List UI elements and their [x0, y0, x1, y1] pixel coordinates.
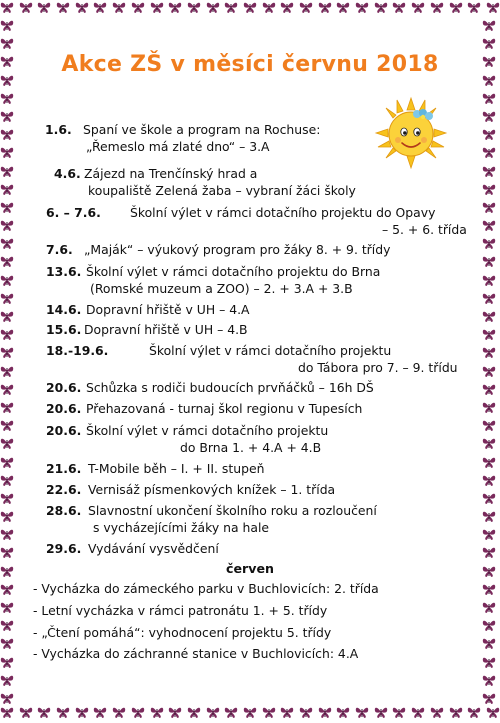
- butterfly-icon: [449, 0, 463, 14]
- butterfly-icon: [0, 0, 14, 14]
- event-date: 14.6.: [46, 302, 82, 317]
- butterfly-icon: [0, 18, 14, 32]
- event-item: [46, 244, 390, 256]
- butterfly-icon: [0, 218, 14, 232]
- event-text: Dopravní hřiště v UH – 4.A: [86, 302, 250, 317]
- butterfly-icon: [206, 705, 220, 719]
- butterfly-icon: [112, 705, 126, 719]
- butterfly-icon: [0, 364, 14, 378]
- butterfly-icon: [411, 705, 425, 719]
- june-section-heading: červen: [226, 561, 274, 576]
- butterfly-icon: [482, 582, 496, 596]
- butterfly-icon: [392, 705, 406, 719]
- butterfly-icon: [206, 0, 220, 14]
- butterfly-icon: [0, 455, 14, 469]
- event-text: „Maják“ – výukový program pro žáky 8. + 9. třídy: [84, 242, 391, 257]
- event-text-continued: – 5. + 6. třída: [382, 222, 467, 237]
- butterfly-icon: [449, 705, 463, 719]
- butterfly-icon: [374, 705, 388, 719]
- butterfly-icon: [0, 618, 14, 632]
- event-text: Vydávání vysvědčení: [88, 541, 219, 556]
- event-text-continued: „Řemeslo má zlaté dno“ – 3.A: [86, 139, 270, 154]
- butterfly-icon: [75, 0, 89, 14]
- butterfly-icon: [482, 618, 496, 632]
- june-list-item: - Vycházka do zámeckého parku v Buchlovicích: 2. třída: [33, 581, 379, 596]
- june-list-item: - Vycházka do záchranné stanice v Buchlovicích: 4.A: [33, 646, 359, 661]
- butterfly-icon: [93, 0, 107, 14]
- event-date: 15.6.: [46, 322, 82, 337]
- butterfly-icon: [0, 164, 14, 178]
- butterfly-icon: [482, 218, 496, 232]
- event-text-continued: koupaliště Zelená žaba – vybraní žáci školy: [88, 183, 356, 198]
- event-date: 22.6.: [46, 482, 82, 497]
- butterfly-icon: [0, 600, 14, 614]
- butterfly-icon: [0, 509, 14, 523]
- butterfly-icon: [482, 127, 496, 141]
- event-text: Školní výlet v rámci dotačního projektu: [149, 343, 392, 358]
- butterfly-icon: [0, 254, 14, 268]
- event-date: 28.6.: [46, 503, 82, 518]
- butterfly-icon: [224, 0, 238, 14]
- butterfly-icon: [280, 0, 294, 14]
- event-date: 20.6.: [46, 423, 82, 438]
- event-text-continued: (Romské muzeum a ZOO) – 2. + 3.A + 3.B: [90, 281, 353, 296]
- butterfly-icon: [56, 0, 70, 14]
- butterfly-icon: [262, 705, 276, 719]
- butterfly-icon: [482, 364, 496, 378]
- butterfly-icon: [482, 345, 496, 359]
- event-date: 1.6.: [45, 122, 72, 137]
- butterfly-icon: [482, 291, 496, 305]
- butterfly-icon: [168, 705, 182, 719]
- event-date: 29.6.: [46, 541, 82, 556]
- butterfly-icon: [482, 545, 496, 559]
- butterfly-icon: [0, 327, 14, 341]
- june-list-item: - Letní vycházka v rámci patronátu 1. + 5. třídy: [33, 603, 328, 618]
- butterfly-icon: [482, 418, 496, 432]
- butterfly-icon: [0, 491, 14, 505]
- butterfly-icon: [486, 705, 500, 719]
- event-date: 6. – 7.6.: [46, 205, 101, 220]
- butterfly-icon: [0, 400, 14, 414]
- event-date: 20.6.: [46, 401, 82, 416]
- butterfly-icon: [482, 18, 496, 32]
- butterfly-icon: [112, 0, 126, 14]
- butterfly-icon: [482, 527, 496, 541]
- event-item: [46, 382, 374, 394]
- butterfly-icon: [0, 273, 14, 287]
- event-date: 18.-19.6.: [46, 343, 109, 358]
- butterfly-icon: [0, 145, 14, 159]
- butterfly-icon: [37, 0, 51, 14]
- butterfly-icon: [318, 705, 332, 719]
- butterfly-icon: [318, 0, 332, 14]
- butterfly-icon: [0, 182, 14, 196]
- event-item: [46, 425, 328, 437]
- butterfly-icon: [0, 127, 14, 141]
- butterfly-icon: [355, 0, 369, 14]
- butterfly-icon: [0, 691, 14, 705]
- butterfly-icon: [430, 705, 444, 719]
- butterfly-icon: [0, 36, 14, 50]
- butterfly-icon: [0, 655, 14, 669]
- butterfly-icon: [482, 273, 496, 287]
- butterfly-icon: [482, 182, 496, 196]
- butterfly-icon: [482, 473, 496, 487]
- event-item: [46, 345, 391, 357]
- june-list-item: - „Čtení pomáhá“: vyhodnocení projektu 5. třídy: [33, 625, 332, 640]
- butterfly-icon: [0, 418, 14, 432]
- butterfly-icon: [0, 636, 14, 650]
- event-text: Přehazovaná - turnaj škol regionu v Tupesích: [86, 401, 363, 416]
- event-item: [46, 207, 435, 219]
- butterfly-icon: [56, 705, 70, 719]
- butterfly-icon: [93, 705, 107, 719]
- butterfly-icon: [336, 705, 350, 719]
- event-date: 21.6.: [46, 461, 82, 476]
- event-text: Zájezd na Trenčínský hrad a: [84, 166, 258, 181]
- event-date: 20.6.: [46, 380, 82, 395]
- butterfly-icon: [187, 0, 201, 14]
- event-item: [46, 463, 264, 475]
- butterfly-icon: [392, 0, 406, 14]
- butterfly-icon: [0, 291, 14, 305]
- butterfly-icon: [482, 436, 496, 450]
- event-text: Vernisáž písmenkových knížek – 1. třída: [88, 482, 336, 497]
- butterfly-icon: [19, 705, 33, 719]
- event-text-continued: do Brna 1. + 4.A + 4.B: [180, 440, 322, 455]
- butterfly-border-top: [0, 0, 500, 18]
- butterfly-icon: [0, 436, 14, 450]
- butterfly-icon: [482, 509, 496, 523]
- butterfly-icon: [336, 0, 350, 14]
- butterfly-icon: [486, 0, 500, 14]
- butterfly-icon: [482, 400, 496, 414]
- butterfly-icon: [187, 705, 201, 719]
- page-title: Akce ZŠ v měsíci červnu 2018: [61, 52, 439, 77]
- event-item: [46, 324, 248, 336]
- butterfly-icon: [150, 0, 164, 14]
- butterfly-icon: [37, 705, 51, 719]
- butterfly-icon: [411, 0, 425, 14]
- butterfly-icon: [0, 673, 14, 687]
- butterfly-icon: [0, 582, 14, 596]
- event-text: Školní výlet v rámci dotačního projektu do Brna: [86, 264, 381, 279]
- butterfly-icon: [482, 382, 496, 396]
- event-date: 7.6.: [46, 242, 73, 257]
- butterfly-icon: [262, 0, 276, 14]
- butterfly-icon: [150, 705, 164, 719]
- butterfly-border-left: [0, 18, 18, 705]
- butterfly-icon: [482, 491, 496, 505]
- butterfly-icon: [355, 705, 369, 719]
- butterfly-icon: [168, 0, 182, 14]
- butterfly-icon: [75, 705, 89, 719]
- event-text: Spaní ve škole a program na Rochuse:: [83, 122, 321, 137]
- butterfly-icon: [430, 0, 444, 14]
- butterfly-icon: [482, 327, 496, 341]
- event-text: T-Mobile běh – I. + II. stupeň: [88, 461, 265, 476]
- event-text: Dopravní hřiště v UH – 4.B: [84, 322, 248, 337]
- event-text: Slavnostní ukončení školního roku a rozloučení: [88, 503, 377, 518]
- butterfly-icon: [482, 236, 496, 250]
- butterfly-icon: [482, 636, 496, 650]
- sun-icon: [374, 96, 448, 170]
- butterfly-icon: [467, 705, 481, 719]
- butterfly-border-right: [482, 18, 500, 705]
- butterfly-icon: [19, 0, 33, 14]
- event-text-continued: s vycházejícími žáky na hale: [93, 520, 270, 535]
- butterfly-icon: [482, 91, 496, 105]
- butterfly-icon: [243, 0, 257, 14]
- butterfly-icon: [482, 673, 496, 687]
- butterfly-border-bottom: [0, 705, 500, 723]
- butterfly-icon: [243, 705, 257, 719]
- butterfly-icon: [467, 0, 481, 14]
- butterfly-icon: [0, 200, 14, 214]
- butterfly-icon: [0, 473, 14, 487]
- butterfly-icon: [482, 109, 496, 123]
- butterfly-icon: [482, 200, 496, 214]
- butterfly-icon: [0, 705, 14, 719]
- event-text-continued: do Tábora pro 7. – 9. třídu: [298, 360, 458, 375]
- butterfly-icon: [0, 109, 14, 123]
- butterfly-icon: [482, 655, 496, 669]
- butterfly-icon: [131, 705, 145, 719]
- butterfly-icon: [482, 164, 496, 178]
- butterfly-icon: [0, 91, 14, 105]
- event-item: [46, 505, 377, 517]
- event-item: [46, 543, 219, 555]
- butterfly-icon: [482, 691, 496, 705]
- butterfly-icon: [224, 705, 238, 719]
- butterfly-icon: [482, 455, 496, 469]
- butterfly-icon: [374, 0, 388, 14]
- event-text: Školní výlet v rámci dotačního projektu: [86, 423, 329, 438]
- butterfly-icon: [0, 527, 14, 541]
- event-item: [54, 168, 257, 180]
- butterfly-icon: [482, 600, 496, 614]
- butterfly-icon: [299, 705, 313, 719]
- event-item: [45, 124, 320, 136]
- butterfly-icon: [299, 0, 313, 14]
- butterfly-icon: [0, 345, 14, 359]
- butterfly-icon: [482, 36, 496, 50]
- event-item: [46, 403, 362, 415]
- event-text: Schůzka s rodiči budoucích prvňáčků – 16h DŠ: [86, 380, 374, 395]
- event-date: 4.6.: [54, 166, 81, 181]
- event-item: [46, 304, 250, 316]
- butterfly-icon: [482, 309, 496, 323]
- event-item: [46, 484, 335, 496]
- event-date: 13.6.: [46, 264, 82, 279]
- event-item: [46, 266, 380, 278]
- butterfly-icon: [0, 545, 14, 559]
- butterfly-icon: [280, 705, 294, 719]
- butterfly-icon: [0, 309, 14, 323]
- butterfly-icon: [482, 145, 496, 159]
- event-text: Školní výlet v rámci dotačního projektu do Opavy: [130, 205, 436, 220]
- butterfly-icon: [0, 382, 14, 396]
- butterfly-icon: [131, 0, 145, 14]
- butterfly-icon: [482, 254, 496, 268]
- butterfly-icon: [0, 236, 14, 250]
